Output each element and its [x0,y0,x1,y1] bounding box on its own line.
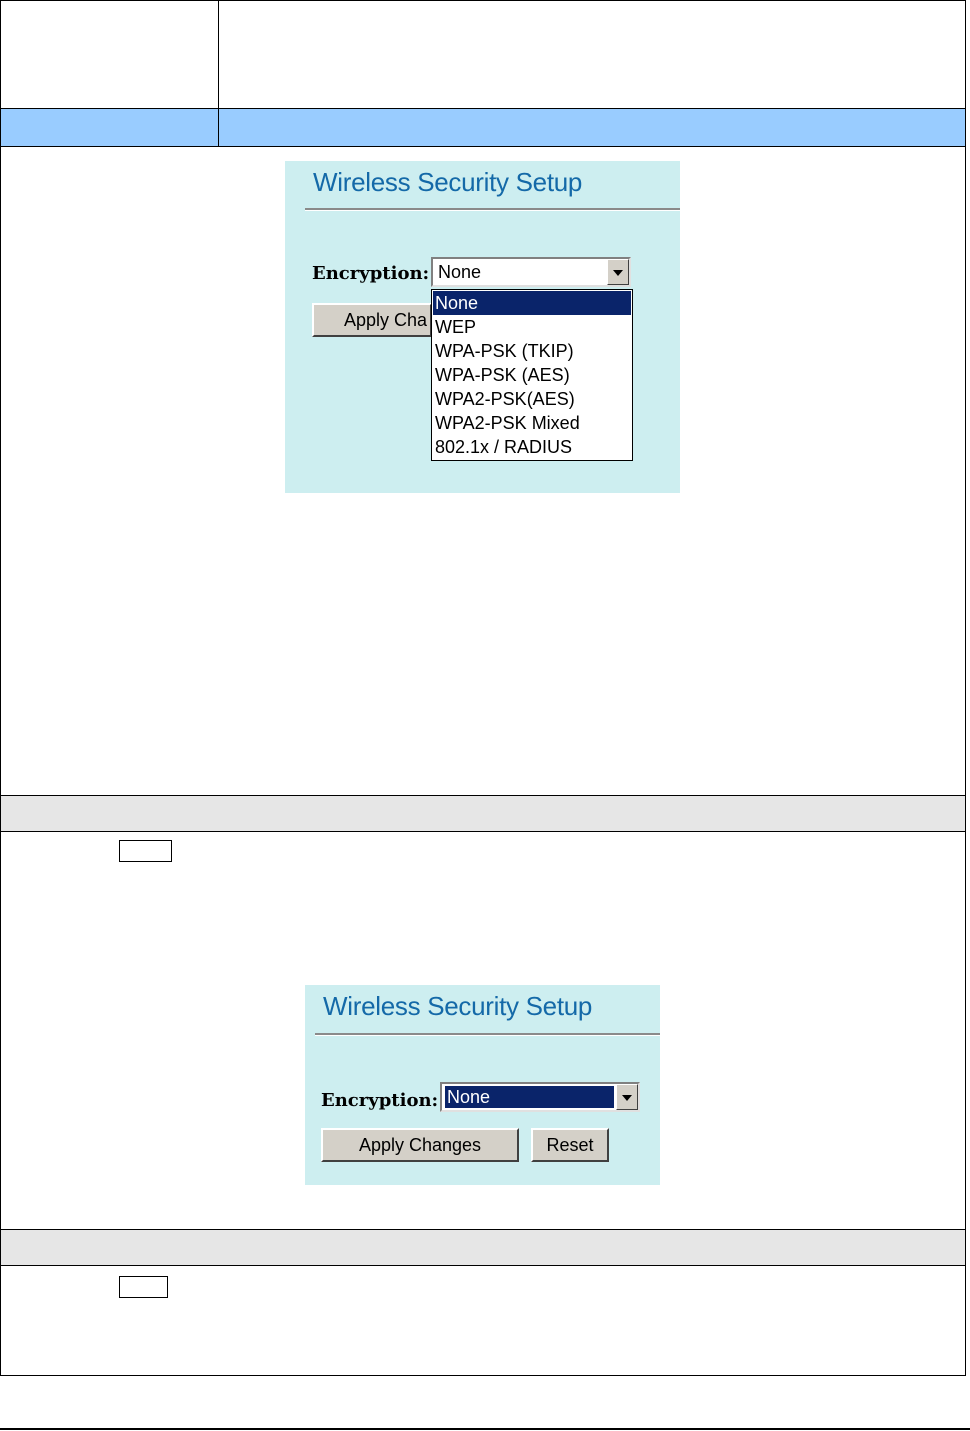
wireless-security-panel-bottom [305,985,660,1185]
dropdown-option[interactable]: WPA2-PSK(AES) [435,389,575,409]
header-band [1,109,965,146]
apply-changes-button[interactable]: Apply Cha [312,303,432,337]
dropdown-option[interactable]: None [433,291,631,315]
wireless-security-panel-top [285,161,680,493]
row-rule [0,1265,966,1266]
panel-title: Wireless Security Setup [323,991,593,1021]
encryption-select[interactable] [431,257,631,287]
dropdown-option[interactable]: WPA-PSK (TKIP) [435,341,574,361]
dropdown-option[interactable]: WPA2-PSK Mixed [435,413,580,433]
dropdown-option[interactable]: WEP [435,317,477,337]
page-bottom-rule [0,1428,970,1430]
encryption-label: Encryption: [312,263,430,284]
inline-key-box [119,840,172,862]
chevron-down-icon[interactable] [616,1084,638,1110]
section-band [1,796,965,831]
inline-key-box [119,1276,168,1298]
reset-button[interactable]: Reset [531,1128,609,1162]
chevron-down-icon[interactable] [607,259,629,285]
encryption-select-value: None [438,262,482,282]
section-band [1,1230,965,1265]
panel-title: Wireless Security Setup [313,167,583,197]
encryption-label: Encryption: [321,1090,439,1111]
title-divider [305,208,680,211]
apply-changes-button[interactable]: Apply Changes [321,1128,519,1162]
dropdown-option[interactable]: WPA-PSK (AES) [435,365,570,385]
encryption-dropdown-list [431,289,633,461]
header-band-divider [218,109,219,146]
row-rule [0,146,966,147]
encryption-select-value: None [445,1086,614,1108]
title-divider [315,1033,660,1036]
dropdown-option[interactable]: 802.1x / RADIUS [435,437,573,457]
encryption-select[interactable] [440,1082,640,1112]
row-rule [0,831,966,832]
